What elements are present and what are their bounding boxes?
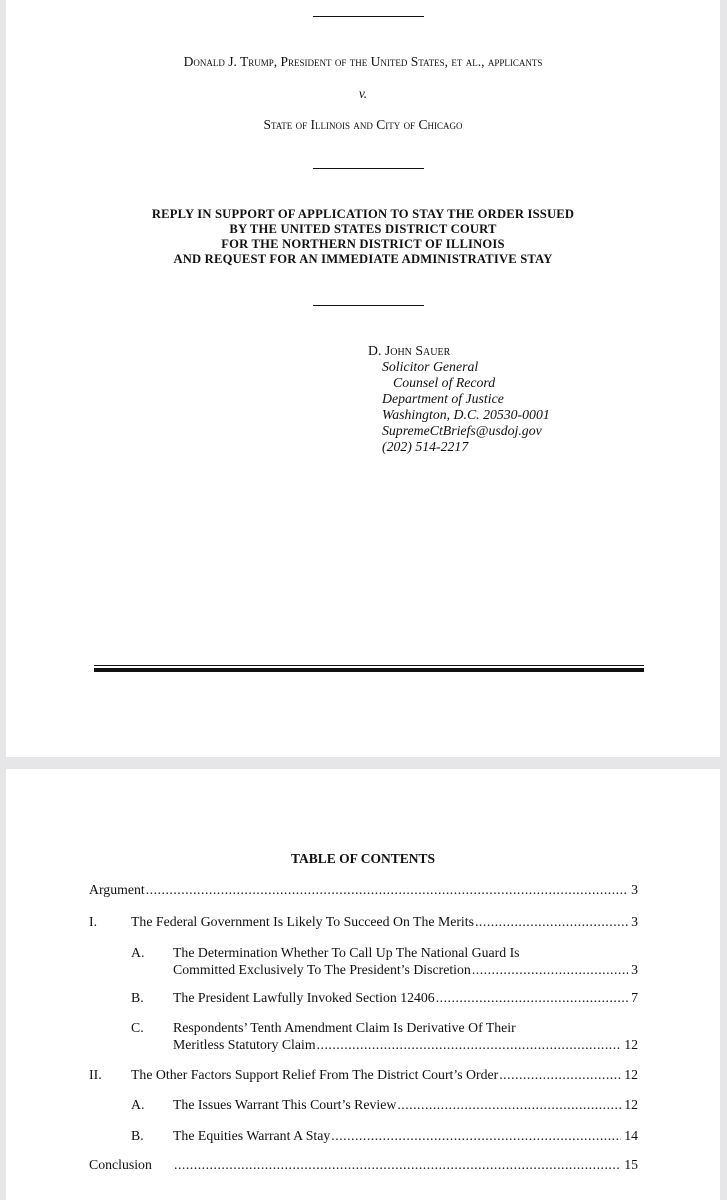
toc-heading: TABLE OF CONTENTS: [290, 851, 436, 866]
toc-label-line1: The Determination Whether To Call Up The National Guard Is: [173, 945, 520, 960]
counsel-role: Counsel of Record: [393, 375, 496, 390]
dot-leader: [436, 989, 628, 1006]
toc-entry-section-2a[interactable]: [173, 1096, 638, 1113]
cover-top-rule: [313, 16, 424, 17]
counsel-name: D. John Sauer: [368, 343, 451, 358]
toc-numeral: A.: [131, 945, 145, 960]
toc-label-line1: Respondents’ Tenth Amendment Claim Is Derivative Of Their: [173, 1020, 516, 1035]
cover-mid-rule: [313, 168, 424, 169]
dot-leader: [472, 961, 628, 978]
toc-page-number: 12: [624, 1067, 638, 1082]
toc-label: Argument: [89, 882, 145, 897]
document-title: [6, 207, 720, 267]
toc-page-number: 3: [631, 914, 638, 929]
title-line: FOR THE NORTHERN DISTRICT OF ILLINOIS: [221, 237, 505, 251]
toc-numeral: B.: [131, 1128, 144, 1143]
versus-line: v.: [358, 86, 368, 101]
dot-leader: [331, 1127, 621, 1144]
toc-entry-section-1b[interactable]: [173, 989, 638, 1006]
toc-page-number: 14: [624, 1128, 638, 1143]
dot-leader: [146, 881, 628, 898]
counsel-title: Solicitor General: [382, 359, 479, 374]
counsel-email: SupremeCtBriefs@usdoj.gov: [382, 423, 542, 438]
title-line: AND REQUEST FOR AN IMMEDIATE ADMINISTRATIVE STAY: [173, 252, 553, 266]
toc-label-line2: Meritless Statutory Claim: [173, 1037, 316, 1052]
toc-page: [6, 769, 720, 1200]
toc-entry-section-1a[interactable]: [173, 944, 638, 978]
respondents-line: State of Illinois and City of Chicago: [263, 117, 463, 132]
bottom-rule-thick: [94, 668, 644, 672]
toc-label: The Equities Warrant A Stay: [173, 1128, 331, 1143]
dot-leader: [475, 913, 628, 930]
toc-entry-section-1[interactable]: [131, 913, 638, 930]
toc-entry-section-1c[interactable]: [173, 1019, 638, 1053]
toc-entry-conclusion[interactable]: [89, 1156, 638, 1173]
toc-label: The Other Factors Support Relief From The District Court’s Order: [131, 1067, 499, 1082]
counsel-address: Washington, D.C. 20530-0001: [382, 407, 550, 422]
toc-entry-argument[interactable]: [89, 881, 638, 898]
bottom-rule-thin: [94, 665, 644, 666]
dot-leader: [499, 1066, 621, 1083]
toc-numeral: I.: [89, 914, 98, 929]
cover-page: [6, 0, 720, 757]
toc-label-line2: Committed Exclusively To The President’s Discretion: [173, 962, 471, 977]
cover-lower-rule: [313, 305, 424, 306]
applicants-line: Donald J. Trump, President of the United States, et al., applicants: [183, 54, 543, 69]
toc-numeral: C.: [131, 1020, 144, 1035]
toc-page-number: 12: [624, 1037, 638, 1052]
toc-entry-section-2b[interactable]: [173, 1127, 638, 1144]
toc-page-number: 3: [631, 962, 638, 977]
toc-label: Conclusion: [89, 1157, 152, 1172]
counsel-phone: (202) 514-2217: [382, 439, 469, 454]
dot-leader: [397, 1096, 621, 1113]
toc-page-number: 7: [631, 990, 638, 1005]
toc-page-number: 12: [624, 1097, 638, 1112]
toc-label: The President Lawfully Invoked Section 12406: [173, 990, 435, 1005]
toc-label: The Federal Government Is Likely To Succeed On The Merits: [131, 914, 474, 929]
toc-label: The Issues Warrant This Court’s Review: [173, 1097, 397, 1112]
toc-entry-section-2[interactable]: [131, 1066, 638, 1083]
counsel-block: [368, 343, 550, 455]
counsel-department: Department of Justice: [382, 391, 504, 406]
dot-leader: [317, 1036, 622, 1053]
toc-numeral: A.: [131, 1097, 145, 1112]
title-line: REPLY IN SUPPORT OF APPLICATION TO STAY THE ORDER ISSUED: [151, 207, 575, 221]
toc-numeral: B.: [131, 990, 144, 1005]
toc-page-number: 15: [624, 1157, 638, 1172]
title-line: BY THE UNITED STATES DISTRICT COURT: [229, 222, 497, 236]
toc-numeral: II.: [89, 1067, 102, 1082]
toc-page-number: 3: [631, 882, 638, 897]
dot-leader: [174, 1156, 621, 1173]
